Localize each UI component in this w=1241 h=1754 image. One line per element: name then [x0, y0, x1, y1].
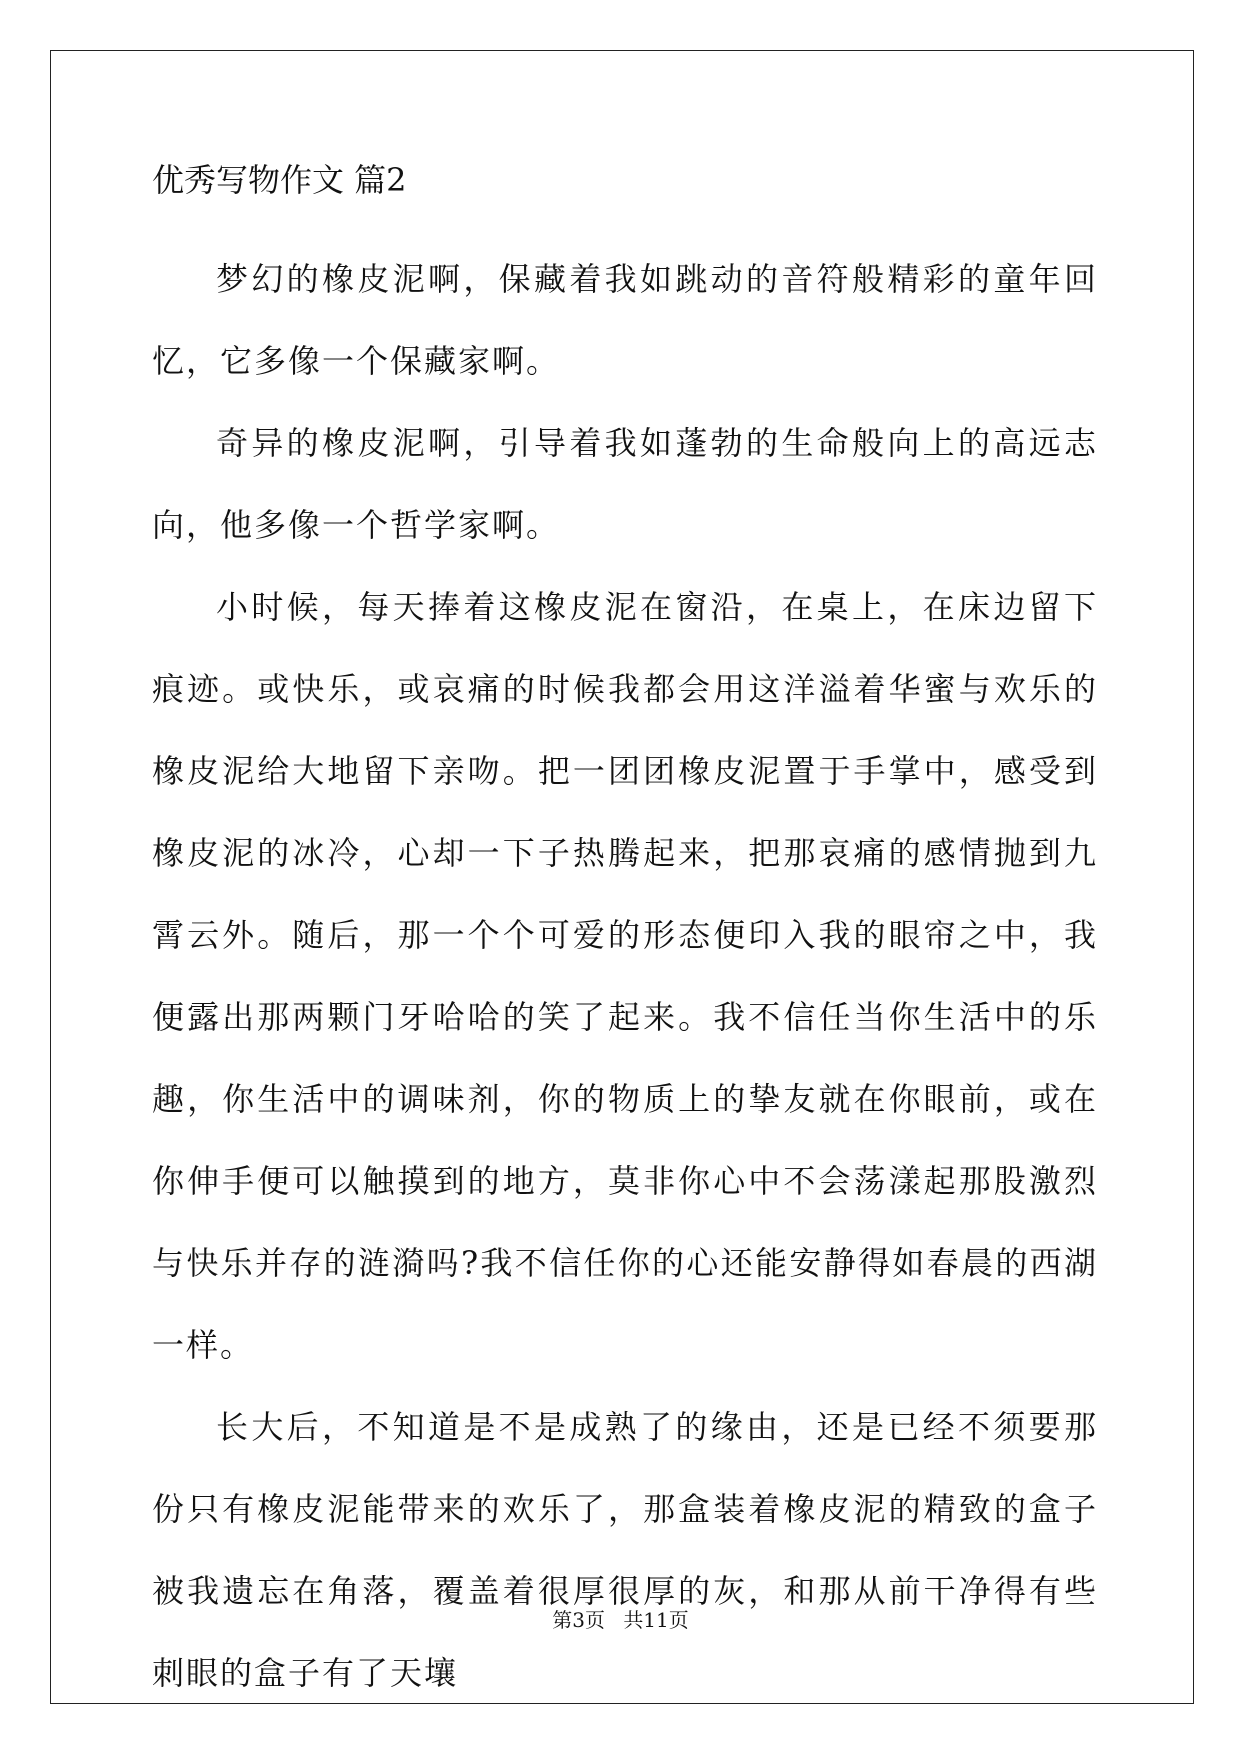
section-heading: 优秀写物作文 篇2: [152, 161, 407, 199]
paragraph-2: 奇异的橡皮泥啊，引导着我如蓬勃的生命般向上的高远志向，他多像一个哲学家啊。: [152, 424, 1098, 544]
page-number: 第3页: [552, 1608, 605, 1632]
total-pages: 共11页: [623, 1608, 689, 1632]
page-footer: [0, 1604, 1241, 1633]
paragraph-1: 梦幻的橡皮泥啊，保藏着我如跳动的音符般精彩的童年回忆，它多像一个保藏家啊。: [152, 260, 1098, 380]
paragraph-4: 长大后，不知道是不是成熟了的缘由，还是已经不须要那份只有橡皮泥能带来的欢乐了，那盒装着橡皮泥的精致的盒子被我遗忘在角落，覆盖着很厚很厚的灰，和那从前干净得有些刺眼的盒子有了天壤: [152, 1408, 1098, 1692]
document-body: [152, 158, 1098, 1714]
paragraph-3: 小时候，每天捧着这橡皮泥在窗沿，在桌上，在床边留下痕迹。或快乐，或哀痛的时候我都会用这洋溢着华蜜与欢乐的橡皮泥给大地留下亲吻。把一团团橡皮泥置于手掌中，感受到橡皮泥的冰冷，心却一下子热腾起来，把那哀痛的感情抛到九霄云外。随后，那一个个可爱的形态便印入我的眼帘之中，我便露出那两颗门牙哈哈的笑了起来。我不信任当你生活中的乐趣，你生活中的调味剂，你的物质上的挚友就在你眼前，或在你伸手便可以触摸到的地方，莫非你心中不会荡漾起那股激烈与快乐并存的涟漪吗?我不信任你的心还能安静得如春晨的西湖一样。: [152, 588, 1098, 1364]
